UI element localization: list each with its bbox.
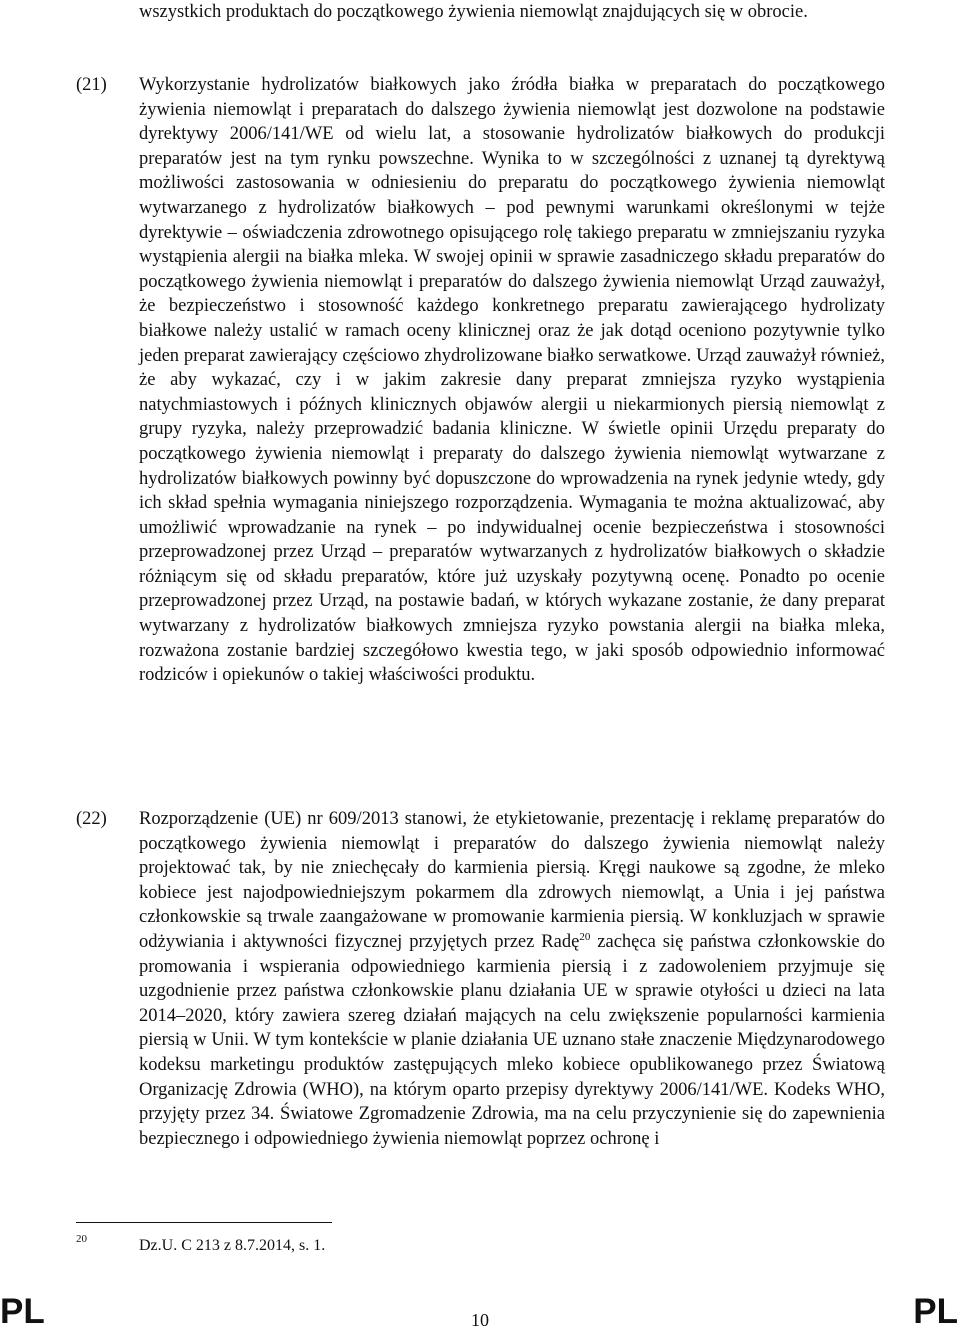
footnote-number: 20 bbox=[76, 1233, 87, 1245]
paragraph-number-21: (21) bbox=[76, 75, 107, 95]
footnote-text: Dz.U. C 213 z 8.7.2014, s. 1. bbox=[139, 1237, 326, 1254]
paragraph-22-text bbox=[139, 807, 885, 1151]
language-code-right: PL bbox=[913, 1292, 958, 1331]
continuation-text: wszystkich produktach do początkowego żywienia niemowląt znajdujących się w obrocie. bbox=[139, 2, 808, 22]
paragraph-21-text: Wykorzystanie hydrolizatów białkowych jako źródła białka w preparatach do początkowego żywienia niemowląt i preparatach do dalszego żywienia niemowląt jest dozwolone na podstawie dyrektywy 2006/141/WE od wielu lat, a stosowanie hydrolizatów białkowych do produkcji preparatów jest na tym rynku powszechne. Wynika to w szczególności z uznanej tą dyrektywą możliwości zastosowania w odniesieniu do preparatu do początkowego żywienia niemowląt wytwarzanego z hydrolizatów białkowych – pod pewnymi warunkami określonymi w tejże dyrektywie – oświadczenia zdrowotnego opisującego rolę takiego preparatu w zmniejszaniu ryzyka wystąpienia alergii na białka mleka. W swojej opinii w sprawie zasadniczego składu preparatów do początkowego żywienia niemowląt i preparatów do dalszego żywienia niemowląt Urząd zauważył, że bezpieczeństwo i stosowność każdego konkretnego preparatu zawierającego hydrolizaty białkowe należy ustalić w ramach oceny klinicznej oraz że jak dotąd oceniono pozytywnie tylko jeden preparat zawierający częściowo zhydrolizowane białko serwatkowe. Urząd zauważył również, że aby wykazać, czy i w jakim zakresie dany preparat zmniejsza ryzyko wystąpienia natychmiastowych i późnych klinicznych objawów alergii u niekarmionych piersią niemowląt z grupy ryzyka, należy przeprowadzić badania kliniczne. W świetle opinii Urzędu preparaty do początkowego żywienia niemowląt i preparaty do dalszego żywienia niemowląt wytwarzane z hydrolizatów białkowych powinny być dopuszczone do wprowadzenia na rynek jedynie wtedy, gdy ich skład spełnia wymagania niniejszego rozporządzenia. Wymagania te można aktualizować, aby umożliwić wprowadzanie na rynek – po indywidualnej ocenie bezpieczeństwa i stosowności przeprowadzonej przez Urząd – preparatów wytwarzanych z hydrolizatów białkowych o składzie różniącym się od składu preparatów, które już uzyskały pozytywną ocenę. Ponadto po ocenie przeprowadzonej przez Urząd, na postawie badań, w których wykazane zostanie, że dany preparat wytwarzany z hydrolizatów białkowych zmniejsza ryzyko powstania alergii na białka mleka, rozważona zostanie bardziej szczegółowo kwestia tego, w jaki sposób odpowiednio informować rodziców i opiekunów o takiej właściwości produktu. bbox=[139, 75, 885, 686]
paragraph-22-text-part2: zachęca się państwa członkowskie do promowania i wspierania odpowiedniego karmienia piersią i z zadowoleniem przyjmuje się uzgodnienie przez państwa członkowskie planu działania UE w sprawie otyłości u dzieci na lata 2014–2020, który zawiera szereg działań mających na celu zwiększenie popularności karmienia piersią w Unii. W tym kontekście w planie działania UE uznano stałe znaczenie Międzynarodowego kodeksu marketingu produktów zastępujących mleko kobiece opublikowanego przez Światową Organizację Zdrowia (WHO), na którym oparto przepisy dyrektywy 2006/141/WE. Kodeks WHO, przyjęty przez 34. Światowe Zgromadzenie Zdrowia, ma na celu przyczynienie się do zapewnienia bezpiecznego i odpowiedniego żywienia niemowląt poprzez ochronę i bbox=[139, 931, 885, 1149]
paragraph-number-22: (22) bbox=[76, 809, 107, 829]
footnote-reference-20[interactable]: 20 bbox=[579, 930, 591, 943]
page-number: 10 bbox=[471, 1310, 489, 1330]
footnote-separator bbox=[76, 1222, 332, 1223]
paragraph-22-text-part1: Rozporządzenie (UE) nr 609/2013 stanowi, że etykietowanie, prezentację i reklamę preparatów do początkowego żywienia niemowląt i preparatów do dalszego żywienia niemowląt należy projektować tak, by nie zniechęcały do karmienia piersią. Kręgi naukowe są zgodne, że mleko kobiece jest najodpowiedniejszym pokarmem dla zdrowych niemowląt, a Unia i jej państwa członkowskie są trwale zaangażowane w promowanie karmienia piersią. W konkluzjach w sprawie odżywiania i aktywności fizycznej przyjętych przez Radę bbox=[139, 809, 885, 952]
language-code-left: PL bbox=[0, 1292, 45, 1331]
